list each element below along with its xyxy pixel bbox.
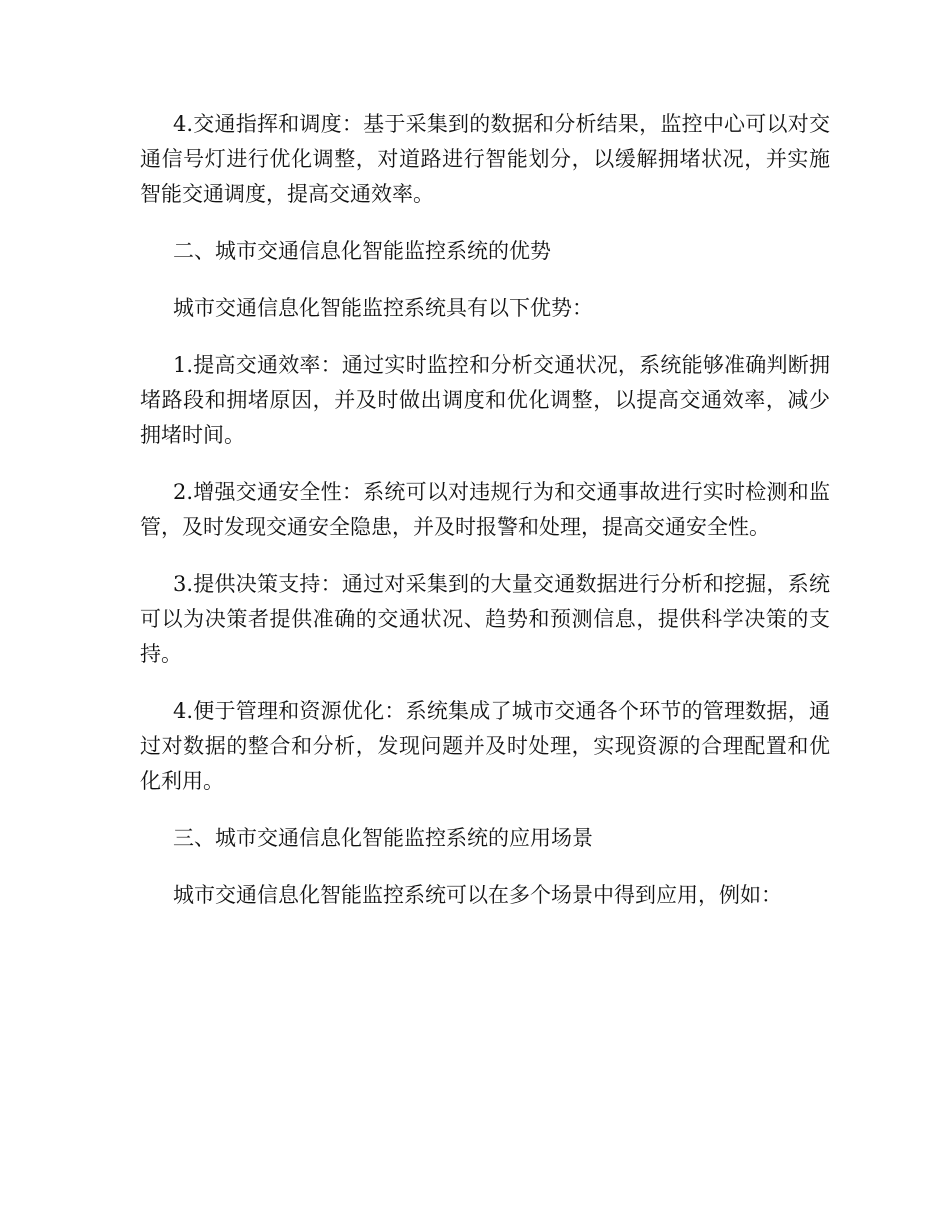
section-heading-scenarios: 三、城市交通信息化智能监控系统的应用场景 [173, 826, 593, 850]
paragraph-advantages-intro: 城市交通信息化智能监控系统具有以下优势： [173, 296, 593, 320]
paragraph-advantage-efficiency: 1.提高交通效率：通过实时监控和分析交通状况，系统能够准确判断拥堵路段和拥堵原因，并及时做出调度和优化调整，以提高交通效率，减少拥堵时间。 [140, 353, 830, 447]
paragraph-traffic-command: 4.交通指挥和调度：基于采集到的数据和分析结果，监控中心可以对交通信号灯进行优化调整，对道路进行智能划分，以缓解拥堵状况，并实施智能交通调度，提高交通效率。 [140, 112, 830, 206]
section-heading-advantages: 二、城市交通信息化智能监控系统的优势 [173, 239, 551, 263]
paragraph-advantage-decision: 3.提供决策支持：通过对采集到的大量交通数据进行分析和挖掘，系统可以为决策者提供准确的交通状况、趋势和预测信息，提供科学决策的支持。 [140, 572, 830, 666]
paragraph-advantage-management: 4.便于管理和资源优化：系统集成了城市交通各个环节的管理数据，通过对数据的整合和分析，发现问题并及时处理，实现资源的合理配置和优化利用。 [140, 699, 830, 793]
paragraph-advantage-safety: 2.增强交通安全性：系统可以对违规行为和交通事故进行实时检测和监管，及时发现交通安全隐患，并及时报警和处理，提高交通安全性。 [140, 480, 830, 539]
paragraph-scenarios-intro: 城市交通信息化智能监控系统可以在多个场景中得到应用，例如： [173, 883, 782, 907]
document-page [140, 107, 830, 935]
